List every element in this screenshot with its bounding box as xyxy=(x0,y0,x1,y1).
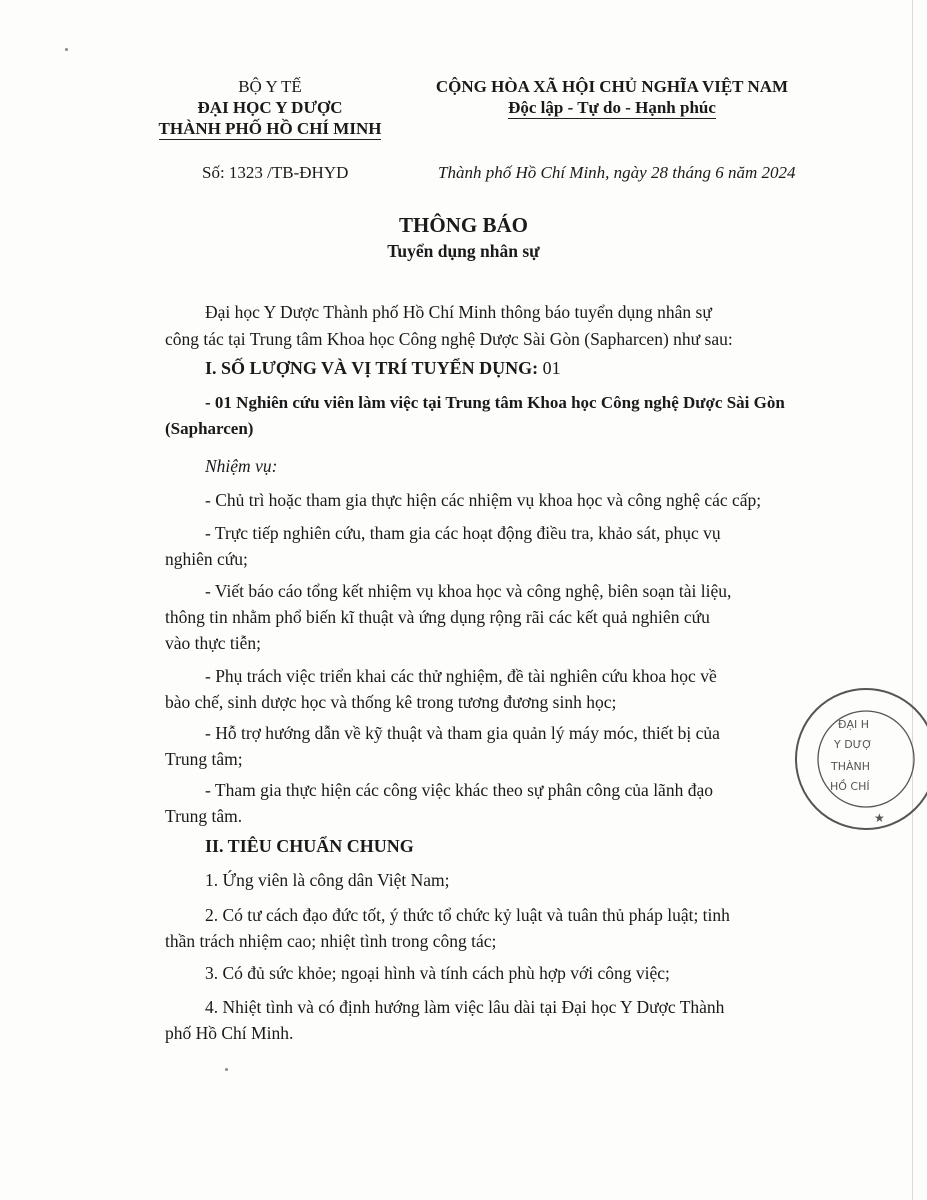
university-name-line2: THÀNH PHỐ HỒ CHÍ MINH xyxy=(158,119,382,138)
duty-item: - Chủ trì hoặc tham gia thực hiện các nhiệm vụ khoa học và công nghệ các cấp; xyxy=(205,490,762,510)
section2-heading: II. TIÊU CHUẨN CHUNG xyxy=(205,836,414,856)
duties-label: Nhiệm vụ: xyxy=(205,456,278,476)
duty-item-cont: vào thực tiễn; xyxy=(165,633,261,653)
criteria-item: 2. Có tư cách đạo đức tốt, ý thức tổ chức kỷ luật và tuân thủ pháp luật; tinh xyxy=(205,905,730,925)
official-stamp xyxy=(786,686,927,832)
duty-item-cont: nghiên cứu; xyxy=(165,549,248,569)
duty-item: - Phụ trách việc triển khai các thử nghiệm, đề tài nghiên cứu khoa học về xyxy=(205,666,717,686)
scan-speck xyxy=(225,1068,228,1071)
duty-item: - Tham gia thực hiện các công việc khác theo sự phân công của lãnh đạo xyxy=(205,780,713,800)
issuer-block xyxy=(150,76,390,139)
duty-item-cont: thông tin nhằm phổ biến kĩ thuật và ứng dụng rộng rãi các kết quả nghiên cứu xyxy=(165,607,710,627)
intro-line2: công tác tại Trung tâm Khoa học Công nghệ Dược Sài Gòn (Sapharcen) như sau: xyxy=(165,329,733,349)
intro-line1: Đại học Y Dược Thành phố Hồ Chí Minh thông báo tuyển dụng nhân sự xyxy=(205,302,712,322)
duty-item-cont: bào chế, sinh dược học và thống kê trong tương đương sinh học; xyxy=(165,692,617,712)
stamp-seal-icon xyxy=(786,686,927,832)
scan-speck xyxy=(65,48,68,51)
nation-name: CỘNG HÒA XÃ HỘI CHỦ NGHĨA VIỆT NAM xyxy=(435,77,789,96)
duty-item: - Hỗ trợ hướng dẫn về kỹ thuật và tham gia quản lý máy móc, thiết bị của xyxy=(205,723,720,743)
duty-item: - Viết báo cáo tổng kết nhiệm vụ khoa học và công nghệ, biên soạn tài liệu, xyxy=(205,581,732,601)
document-number: Số: 1323 /TB-ĐHYD xyxy=(202,163,349,182)
position-title-line2: (Sapharcen) xyxy=(165,419,254,438)
document-title: THÔNG BÁO xyxy=(399,213,528,237)
criteria-item-cont: thần trách nhiệm cao; nhiệt tình trong công tác; xyxy=(165,931,497,951)
duty-item-cont: Trung tâm. xyxy=(165,806,243,826)
duty-item-cont: Trung tâm; xyxy=(165,749,243,769)
criteria-item: 1. Ứng viên là công dân Việt Nam; xyxy=(205,870,450,890)
criteria-item-cont: phố Hồ Chí Minh. xyxy=(165,1023,294,1043)
document-subtitle: Tuyển dụng nhân sự xyxy=(387,241,540,261)
national-motto: Độc lập - Tự do - Hạnh phúc xyxy=(508,98,716,117)
stamp-text-line1: ĐẠI H xyxy=(838,718,870,731)
scan-edge-line xyxy=(912,0,913,1200)
svg-text:★: ★ xyxy=(874,811,885,825)
stamp-text-line4: HỒ CHÍ xyxy=(830,780,870,793)
position-count: 01 xyxy=(538,358,561,378)
national-heading xyxy=(412,76,812,118)
place-date: Thành phố Hồ Chí Minh, ngày 28 tháng 6 năm 2024 xyxy=(438,163,796,182)
duty-item: - Trực tiếp nghiên cứu, tham gia các hoạt động điều tra, khảo sát, phục vụ xyxy=(205,523,721,543)
criteria-item: 4. Nhiệt tình và có định hướng làm việc lâu dài tại Đại học Y Dược Thành xyxy=(205,997,725,1017)
stamp-text-line2: Y DƯỢ xyxy=(834,738,873,751)
stamp-text-line3: THÀNH xyxy=(831,760,871,773)
ministry-name: BỘ Y TẾ xyxy=(238,77,302,96)
section1-heading: I. SỐ LƯỢNG VÀ VỊ TRÍ TUYỂN DỤNG: 01 xyxy=(205,358,561,378)
position-title-line1: - 01 Nghiên cứu viên làm việc tại Trung tâm Khoa học Công nghệ Dược Sài Gòn xyxy=(205,393,785,412)
criteria-item: 3. Có đủ sức khỏe; ngoại hình và tính cách phù hợp với công việc; xyxy=(205,963,670,983)
university-name-line1: ĐẠI HỌC Y DƯỢC xyxy=(197,98,343,117)
